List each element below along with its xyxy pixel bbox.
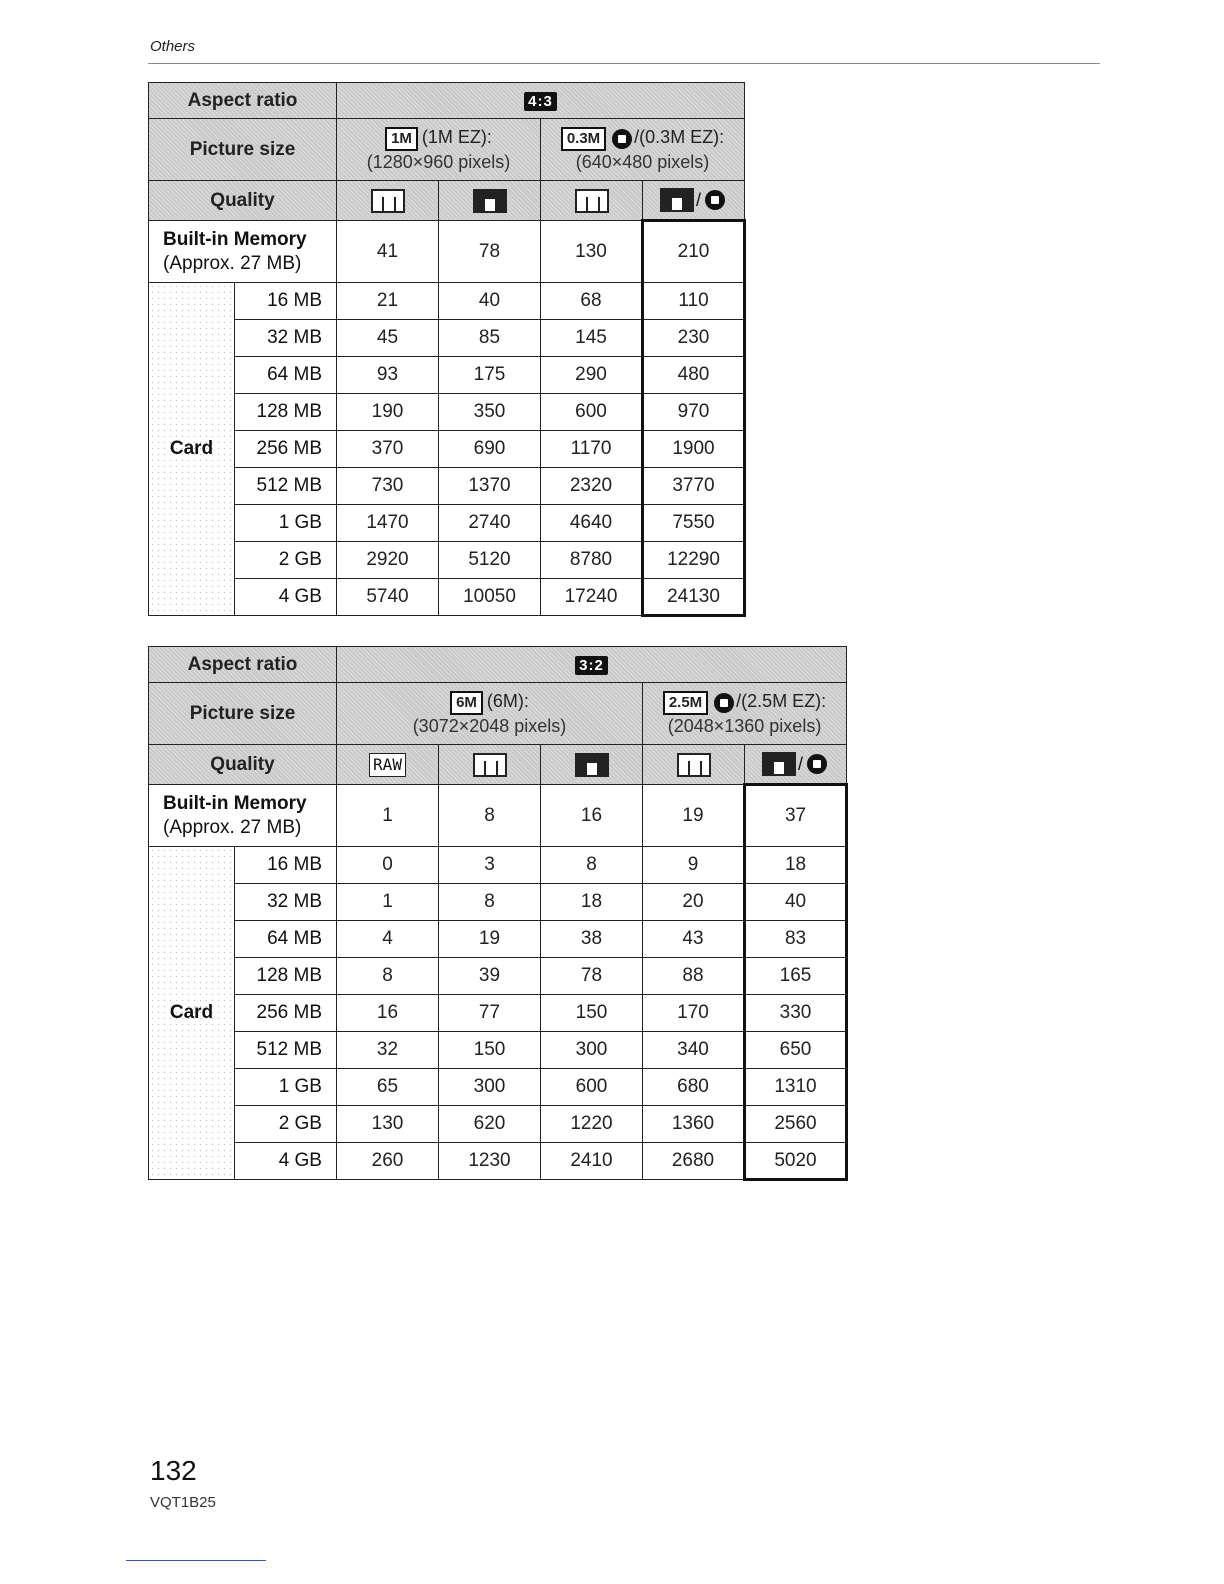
card-size: 32 MB [235,320,337,357]
card-size: 16 MB [235,847,337,884]
built-in-memory-label: Built-in Memory [163,228,307,250]
table-row [149,505,745,542]
table-cell: 5740 [337,579,439,616]
quality-fine-icon [575,189,609,213]
table-cell: 690 [439,431,541,468]
table-cell: 650 [745,1032,847,1069]
aspect-ratio-value-cell [337,83,745,119]
table-cell: 145 [541,320,643,357]
table-cell: 260 [337,1143,439,1180]
picture-size-group [643,683,847,745]
quality-cell [541,181,643,221]
built-in-memory-capacity: (Approx. 27 MB) [163,252,302,274]
table-cell: 300 [541,1032,643,1069]
table-cell: 68 [541,283,643,320]
picture-size-group [337,683,643,745]
table-cell: 9 [643,847,745,884]
quality-standard-icon [575,753,609,777]
quality-standard-icon [762,752,796,776]
memory-value: 16 [541,785,643,847]
table-cell: 1370 [439,468,541,505]
table-cell: 175 [439,357,541,394]
table-cell: 78 [541,958,643,995]
table-cell: 1310 [745,1069,847,1106]
built-in-memory-capacity: (Approx. 27 MB) [163,816,302,838]
aspect-ratio-header [149,647,337,683]
table-cell: 40 [745,884,847,921]
table-cell: 4 [337,921,439,958]
card-size: 128 MB [235,958,337,995]
aspect-ratio-label: Aspect ratio [187,89,298,111]
table-row [149,320,745,357]
card-size: 64 MB [235,357,337,394]
card-size: 256 MB [235,995,337,1032]
table-cell: 3770 [643,468,745,505]
table-cell: 2560 [745,1106,847,1143]
table-cell: 330 [745,995,847,1032]
picture-size-label: Picture size [189,702,296,724]
quality-header [149,181,337,221]
table-cell: 8 [337,958,439,995]
table-cell: 350 [439,394,541,431]
table-cell: 16 [337,995,439,1032]
table-row [149,884,847,921]
table-cell: 370 [337,431,439,468]
size-group-line1: (6M): [486,691,529,712]
quality-label: Quality [210,753,275,775]
slash-separator: / [798,753,804,774]
table-cell: 300 [439,1069,541,1106]
table-row [149,921,847,958]
quality-fine-icon [473,753,507,777]
quality-cell [337,745,439,785]
table-row [149,357,745,394]
size-0-3m-icon: 0.3M [561,127,606,151]
aspect-ratio-badge: 4:3 [524,92,557,111]
memory-value: 210 [643,221,745,283]
table-cell: 19 [439,921,541,958]
aspect-ratio-value-cell [337,647,847,683]
table-cell: 3 [439,847,541,884]
memory-value: 78 [439,221,541,283]
table-cell: 620 [439,1106,541,1143]
aspect-ratio-badge: 3:2 [575,656,608,675]
memory-value: 37 [745,785,847,847]
table-cell: 1 [337,884,439,921]
quality-label: Quality [210,189,275,211]
size-2-5m-icon: 2.5M [663,691,708,715]
memory-value: 41 [337,221,439,283]
table-cell: 1230 [439,1143,541,1180]
quality-cell [643,181,745,221]
table-cell: 2740 [439,505,541,542]
picture-size-label: Picture size [189,138,296,160]
table-row [149,995,847,1032]
card-size: 512 MB [235,1032,337,1069]
table-row [149,958,847,995]
table-cell: 150 [439,1032,541,1069]
table-cell: 2920 [337,542,439,579]
capacity-table-4-3 [148,82,746,617]
quality-fine-icon [677,753,711,777]
quality-fine-icon [371,189,405,213]
card-size: 256 MB [235,431,337,468]
size-group-line2: (2048×1360 pixels) [667,715,822,736]
card-size: 1 GB [235,1069,337,1106]
table-cell: 8780 [541,542,643,579]
quality-cell [745,745,847,785]
card-label-cell [149,283,235,616]
built-in-memory-label: Built-in Memory [163,792,307,814]
card-label: Card [169,1002,214,1023]
size-group-line2: (3072×2048 pixels) [412,715,567,736]
raw-icon: RAW [369,753,406,777]
table-cell: 1170 [541,431,643,468]
easy-zoom-icon [714,693,734,713]
table-cell: 2410 [541,1143,643,1180]
memory-value: 1 [337,785,439,847]
size-6m-icon: 6M [450,691,483,715]
table-cell: 8 [439,884,541,921]
card-size: 16 MB [235,283,337,320]
quality-cell [337,181,439,221]
table-cell: 165 [745,958,847,995]
table-cell: 7550 [643,505,745,542]
quality-cell [541,745,643,785]
card-label: Card [169,438,214,459]
table-cell: 1360 [643,1106,745,1143]
table-cell: 600 [541,394,643,431]
quality-header [149,745,337,785]
table-cell: 88 [643,958,745,995]
table-cell: 38 [541,921,643,958]
card-size: 1 GB [235,505,337,542]
picture-size-header [149,683,337,745]
table-row [149,1106,847,1143]
table-cell: 8 [541,847,643,884]
table-cell: 680 [643,1069,745,1106]
size-1m-icon: 1M [385,127,418,151]
table-cell: 32 [337,1032,439,1069]
table-cell: 77 [439,995,541,1032]
card-size: 2 GB [235,542,337,579]
table-cell: 130 [337,1106,439,1143]
built-in-memory-cell [149,221,337,283]
quality-standard-icon [660,188,694,212]
table-cell: 730 [337,468,439,505]
table-cell: 65 [337,1069,439,1106]
card-size: 128 MB [235,394,337,431]
table-cell: 0 [337,847,439,884]
table-cell: 230 [643,320,745,357]
memory-value: 130 [541,221,643,283]
table-row [149,847,847,884]
aspect-ratio-header [149,83,337,119]
table-cell: 93 [337,357,439,394]
memory-value: 8 [439,785,541,847]
table-cell: 170 [643,995,745,1032]
card-size: 4 GB [235,579,337,616]
quality-standard-icon [473,189,507,213]
table-cell: 970 [643,394,745,431]
table-cell: 480 [643,357,745,394]
quality-cell [439,181,541,221]
document-code: VQT1B25 [150,1494,216,1511]
table-row [149,394,745,431]
card-size: 512 MB [235,468,337,505]
built-in-memory-cell [149,785,337,847]
easy-zoom-icon [807,754,827,774]
page-number: 132 [150,1455,197,1486]
header-rule [148,63,1100,64]
easy-zoom-icon [705,190,725,210]
capacity-table-3-2 [148,646,848,1181]
table-row [149,468,745,505]
table-cell: 5120 [439,542,541,579]
card-size: 32 MB [235,884,337,921]
quality-cell [439,745,541,785]
easy-zoom-icon [612,129,632,149]
table-cell: 2320 [541,468,643,505]
table-cell: 190 [337,394,439,431]
slash-separator: / [695,189,701,210]
table-cell: 600 [541,1069,643,1106]
size-group-line2: (640×480 pixels) [575,151,710,172]
table-cell: 24130 [643,579,745,616]
size-group-line1: (1M EZ): [421,127,492,148]
table-cell: 18 [541,884,643,921]
table-row [149,431,745,468]
table-cell: 4640 [541,505,643,542]
card-size: 2 GB [235,1106,337,1143]
table-cell: 150 [541,995,643,1032]
card-label-cell [149,847,235,1180]
table-cell: 2680 [643,1143,745,1180]
table-cell: 83 [745,921,847,958]
table-cell: 45 [337,320,439,357]
section-header: Others [150,38,196,55]
picture-size-group [541,119,745,181]
table-cell: 340 [643,1032,745,1069]
table-cell: 110 [643,283,745,320]
size-group-line2: (1280×960 pixels) [366,151,511,172]
table-cell: 43 [643,921,745,958]
picture-size-header [149,119,337,181]
card-size: 64 MB [235,921,337,958]
size-group-line1: /(0.3M EZ): [634,127,725,148]
table-cell: 5020 [745,1143,847,1180]
table-row [149,1032,847,1069]
table-cell: 10050 [439,579,541,616]
quality-cell [643,745,745,785]
table-cell: 1900 [643,431,745,468]
table-cell: 40 [439,283,541,320]
table-cell: 17240 [541,579,643,616]
table-row [149,1069,847,1106]
size-group-line1: /(2.5M EZ): [736,691,827,712]
table-cell: 1470 [337,505,439,542]
footer-rule [126,1560,266,1561]
aspect-ratio-label: Aspect ratio [187,653,298,675]
memory-value: 19 [643,785,745,847]
card-size: 4 GB [235,1143,337,1180]
table-row [149,542,745,579]
picture-size-group [337,119,541,181]
table-cell: 1220 [541,1106,643,1143]
table-row [149,579,745,616]
table-cell: 20 [643,884,745,921]
table-row [149,1143,847,1180]
table-cell: 21 [337,283,439,320]
table-cell: 39 [439,958,541,995]
table-cell: 85 [439,320,541,357]
table-cell: 290 [541,357,643,394]
table-cell: 12290 [643,542,745,579]
table-cell: 18 [745,847,847,884]
